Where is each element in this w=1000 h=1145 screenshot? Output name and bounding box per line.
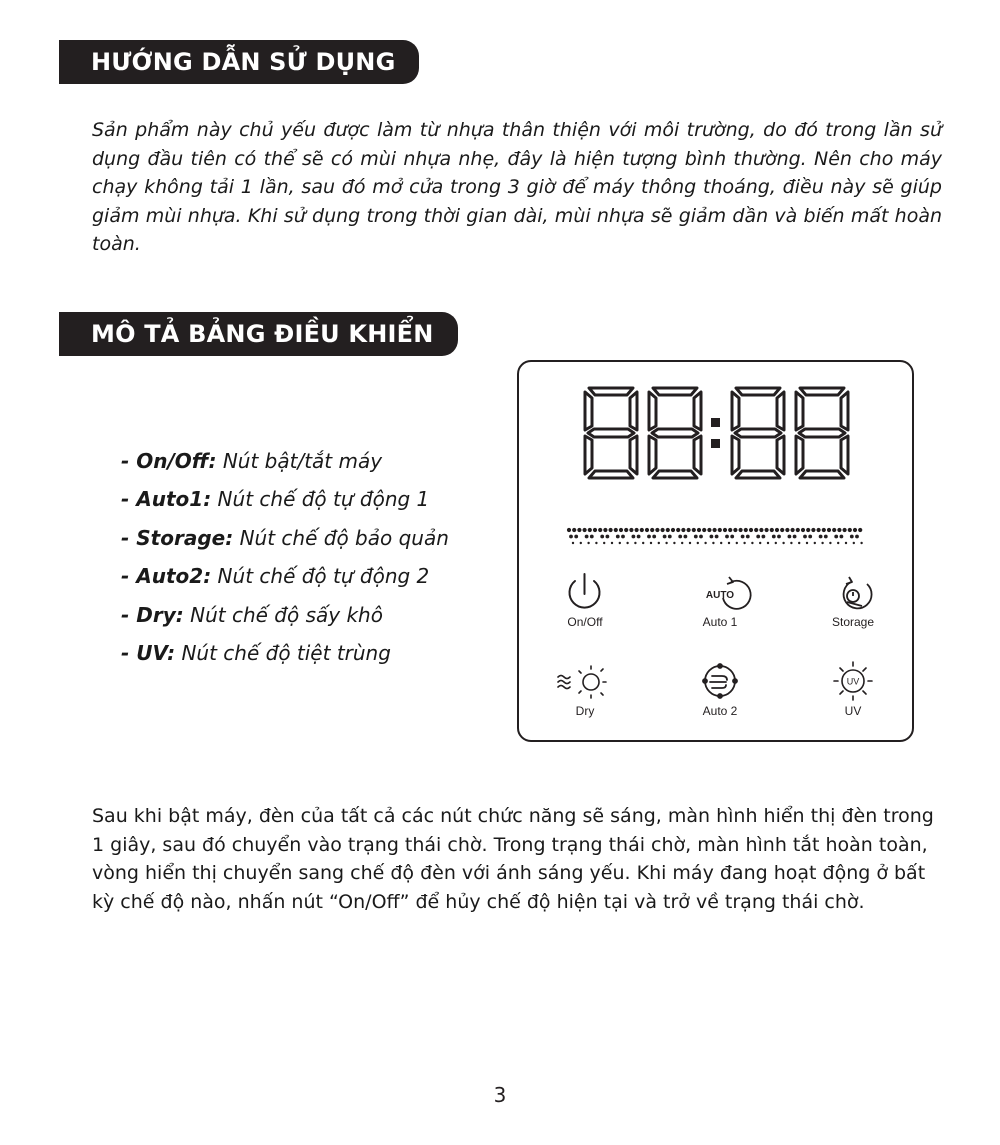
ring-dot	[668, 535, 672, 539]
control-panel-diagram	[517, 360, 914, 742]
ring-dot	[730, 535, 734, 539]
ring-dot	[772, 535, 776, 539]
ring-dot	[658, 542, 660, 544]
ring-dot	[756, 535, 760, 539]
ring-dot	[572, 528, 576, 532]
ring-dot	[803, 535, 807, 539]
ring-dot	[567, 528, 571, 532]
ring-dot	[704, 542, 706, 544]
ring-dot	[583, 528, 587, 532]
ring-dot	[741, 535, 745, 539]
ring-dot	[767, 542, 769, 544]
ring-dot	[850, 535, 854, 539]
ring-dot	[645, 528, 649, 532]
ring-dot	[853, 542, 855, 544]
ring-dot	[790, 542, 792, 544]
ring-dot	[692, 528, 696, 532]
ring-dot	[673, 542, 675, 544]
ring-dot	[759, 542, 761, 544]
ring-dot	[822, 528, 826, 532]
page-number: 3	[493, 1083, 507, 1107]
ring-dot	[626, 542, 628, 544]
ring-dot	[694, 535, 698, 539]
ring-dot	[712, 542, 714, 544]
ring-dot	[614, 528, 618, 532]
ring-dot	[713, 528, 717, 532]
ring-dot	[624, 528, 628, 532]
ring-dot	[808, 535, 812, 539]
uv-button[interactable]	[828, 662, 878, 702]
ring-dot	[587, 542, 589, 544]
ring-dot	[577, 528, 581, 532]
legend-item-auto2: - Auto2: Nút chế độ tự động 2	[121, 564, 430, 589]
ring-dot	[595, 542, 597, 544]
ring-dot	[832, 528, 836, 532]
ring-dot	[765, 528, 769, 532]
storage-label: Storage	[831, 615, 875, 629]
ring-dot	[837, 542, 839, 544]
ring-dot	[580, 542, 582, 544]
ring-dot	[647, 535, 651, 539]
ring-dot	[609, 528, 613, 532]
uv-label: UV	[844, 704, 862, 718]
ring-dot	[600, 535, 604, 539]
ring-dot	[829, 542, 831, 544]
ring-dot	[603, 528, 607, 532]
auto2-button[interactable]	[695, 662, 745, 702]
ring-dot	[676, 528, 680, 532]
ring-dot	[821, 542, 823, 544]
ring-dot	[621, 535, 625, 539]
ring-dot	[806, 528, 810, 532]
ring-dot	[746, 535, 750, 539]
ring-dot	[754, 528, 758, 532]
standby-paragraph: Sau khi bật máy, đèn của tất cả các nút chức năng sẽ sáng, màn hình hiển thị đèn trong 1 giây, sau đó chuyển vào trạng thái chờ. Trong trạng thái chờ, màn hình tắt hoàn toàn, vòng hiển thị chuyển sang chế độ đèn với ánh sáng yếu. Khi máy đang hoạt động ở bất kỳ chế độ nào, nhấn nút “On/Off” để hủy chế độ hiện tại và trở về trạng thái chờ.	[92, 805, 934, 913]
ring-dot	[796, 528, 800, 532]
ring-dot	[860, 542, 862, 544]
ring-dot	[743, 542, 745, 544]
ring-dot	[619, 542, 621, 544]
ring-dot	[749, 528, 753, 532]
ring-dot	[733, 528, 737, 532]
ring-dot	[785, 528, 789, 532]
digit-3	[732, 388, 784, 478]
ring-dot	[806, 542, 808, 544]
ring-dot	[759, 528, 763, 532]
ring-dot	[634, 542, 636, 544]
ring-dot	[848, 528, 852, 532]
ring-dot	[598, 528, 602, 532]
ring-dot	[725, 535, 729, 539]
ring-dot	[574, 535, 578, 539]
ring-dot	[678, 535, 682, 539]
ring-dot	[723, 528, 727, 532]
ring-dot	[739, 528, 743, 532]
ring-dot	[837, 528, 841, 532]
digit-4	[796, 388, 848, 478]
ring-dot	[650, 542, 652, 544]
ring-dot	[652, 535, 656, 539]
digit-2	[649, 388, 701, 478]
ring-dot	[585, 535, 589, 539]
svg-text:UV: UV	[846, 676, 860, 687]
ring-dot	[751, 542, 753, 544]
ring-dot	[603, 542, 605, 544]
dry-button[interactable]	[559, 662, 609, 702]
legend-item-storage: - Storage: Nút chế độ bảo quản	[121, 525, 449, 550]
ring-dot	[665, 542, 667, 544]
ring-dot	[855, 535, 859, 539]
ring-dot	[793, 535, 797, 539]
ring-dot	[666, 528, 670, 532]
ring-dot	[707, 528, 711, 532]
ring-dot	[593, 528, 597, 532]
on-off-label: On/Off	[567, 615, 603, 629]
ring-dot	[710, 535, 714, 539]
ring-dot	[697, 528, 701, 532]
dry-label: Dry	[575, 704, 595, 718]
ring-dot	[663, 535, 667, 539]
ring-dot	[777, 535, 781, 539]
ring-dot	[689, 542, 691, 544]
legend-item-uv: - UV: Nút chế độ tiệt trùng	[121, 640, 391, 665]
ring-dot	[572, 542, 574, 544]
ring-dot	[728, 528, 732, 532]
ring-dot	[780, 528, 784, 532]
ring-dot	[814, 542, 816, 544]
button-legend	[121, 446, 449, 676]
ring-dot	[770, 528, 774, 532]
legend-item-on-off: - On/Off: Nút bật/tắt máy	[121, 449, 383, 473]
colon-separator	[711, 418, 720, 448]
ring-dot	[817, 528, 821, 532]
ring-dot	[699, 535, 703, 539]
ring-dot	[858, 528, 862, 532]
ring-dot	[569, 535, 573, 539]
ring-indicator-dots	[567, 528, 863, 544]
ring-dot	[629, 528, 633, 532]
ring-dot	[728, 542, 730, 544]
ring-dot	[827, 528, 831, 532]
ring-dot	[736, 542, 738, 544]
ring-dot	[702, 528, 706, 532]
ring-dot	[715, 535, 719, 539]
seven-segment-display	[585, 388, 848, 478]
ring-dot	[619, 528, 623, 532]
ring-dot	[834, 535, 838, 539]
ring-dot	[791, 528, 795, 532]
ring-dot	[611, 542, 613, 544]
ring-dot	[798, 542, 800, 544]
ring-dot	[718, 528, 722, 532]
ring-dot	[590, 535, 594, 539]
ring-dot	[744, 528, 748, 532]
ring-dot	[642, 542, 644, 544]
ring-dot	[811, 528, 815, 532]
ring-dot	[632, 535, 636, 539]
ring-dot	[640, 528, 644, 532]
ring-dot	[681, 542, 683, 544]
ring-dot	[606, 535, 610, 539]
auto1-button[interactable]	[695, 575, 745, 615]
ring-dot	[681, 528, 685, 532]
legend-item-auto1: - Auto1: Nút chế độ tự động 1	[121, 487, 430, 512]
ring-dot	[843, 528, 847, 532]
ring-dot	[616, 535, 620, 539]
ring-dot	[840, 535, 844, 539]
ring-dot	[635, 528, 639, 532]
ring-dot	[671, 528, 675, 532]
ring-dot	[684, 535, 688, 539]
ring-dot	[720, 542, 722, 544]
ring-dot	[824, 535, 828, 539]
ring-dot	[687, 528, 691, 532]
ring-dot	[637, 535, 641, 539]
ring-dot	[853, 528, 857, 532]
ring-dot	[588, 528, 592, 532]
auto1-label: Auto 1	[702, 615, 738, 629]
storage-button[interactable]	[828, 575, 878, 615]
control-panel-heading: MÔ TẢ BẢNG ĐIỀU KHIỂN	[59, 312, 458, 356]
on-off-button[interactable]	[559, 575, 609, 615]
ring-dot	[697, 542, 699, 544]
ring-dot	[845, 542, 847, 544]
digit-1	[585, 388, 637, 478]
usage-heading: HƯỚNG DẪN SỬ DỤNG	[59, 40, 419, 84]
ring-dot	[775, 542, 777, 544]
ring-dot	[801, 528, 805, 532]
ring-dot	[782, 542, 784, 544]
legend-item-dry: - Dry: Nút chế độ sấy khô	[121, 602, 383, 627]
ring-dot	[762, 535, 766, 539]
ring-dot	[819, 535, 823, 539]
ring-dot	[650, 528, 654, 532]
svg-text:AUTO: AUTO	[705, 590, 735, 601]
ring-dot	[788, 535, 792, 539]
ring-dot	[661, 528, 665, 532]
ring-dot	[775, 528, 779, 532]
ring-dot	[655, 528, 659, 532]
usage-paragraph: Sản phẩm này chủ yếu được làm từ nhựa thân thiện với môi trường, do đó trong lần sử dụng đầu tiên có thể sẽ có mùi nhựa nhẹ, đây là hiện tượng bình thường. Nên cho máy chạy không tải 1 lần, sau đó mở cửa trong 3 giờ để máy thông thoáng, điều này sẽ giúp giảm mùi nhựa. Khi sử dụng trong thời gian dài, mùi nhựa sẽ giảm dần và biến mất hoàn toàn.	[92, 119, 942, 256]
auto2-label: Auto 2	[702, 704, 738, 718]
